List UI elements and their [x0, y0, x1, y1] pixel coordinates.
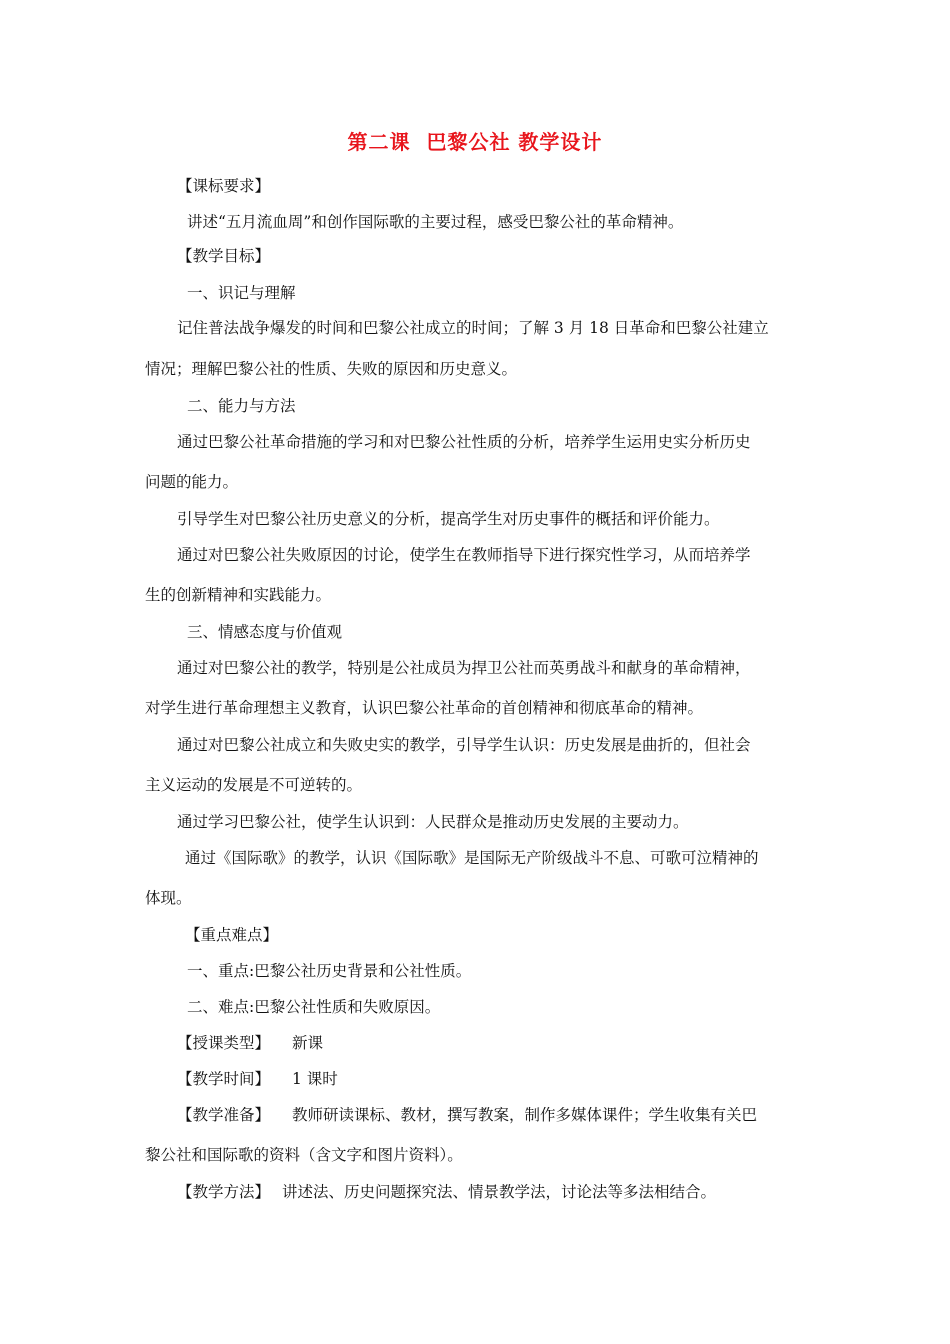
objective-1-text-line-1: 记住普法战争爆发的时间和巴黎公社成立的时间；了解 3 月 18 日革命和巴黎公社建立	[177, 319, 769, 337]
objective-1-text-line-2: 情况；理解巴黎公社的性质、失败的原因和历史意义。	[145, 360, 518, 378]
keypoint-1: 一、重点:巴黎公社历史背景和公社性质。	[187, 962, 472, 980]
preparation-row	[177, 1105, 757, 1125]
lesson-type-value: 新课	[292, 1034, 324, 1052]
objectives-heading: 【教学目标】	[177, 247, 271, 265]
objective-2-heading: 二、能力与方法	[187, 397, 296, 415]
objective-2-paragraph-3-line-1: 通过对巴黎公社失败原因的讨论，使学生在教师指导下进行探究性学习，从而培养学	[177, 546, 751, 564]
objective-3-paragraph-3: 通过学习巴黎公社，使学生认识到：人民群众是推动历史发展的主要动力。	[177, 813, 689, 831]
page-title: 第二课 巴黎公社 教学设计	[347, 130, 603, 154]
lesson-time-row	[177, 1069, 338, 1089]
method-label: 【教学方法】	[177, 1183, 271, 1201]
preparation-label: 【教学准备】	[177, 1106, 271, 1124]
objective-2-paragraph-1-line-2: 问题的能力。	[145, 473, 239, 491]
method-row	[177, 1182, 716, 1202]
objective-2-paragraph-3-line-2: 生的创新精神和实践能力。	[145, 586, 332, 604]
objective-3-paragraph-4-line-2: 体现。	[145, 889, 192, 907]
objective-3-heading: 三、情感态度与价值观	[187, 623, 343, 641]
objective-2-paragraph-2: 引导学生对巴黎公社历史意义的分析，提高学生对历史事件的概括和评价能力。	[177, 510, 720, 528]
keypoints-heading: 【重点难点】	[185, 926, 279, 944]
lesson-time-value: 1 课时	[292, 1070, 338, 1088]
preparation-value-line-1: 教师研读课标、教材，撰写教案，制作多媒体课件；学生收集有关巴	[292, 1106, 758, 1124]
objective-3-paragraph-2-line-1: 通过对巴黎公社成立和失败史实的教学，引导学生认识：历史发展是曲折的，但社会	[177, 736, 751, 754]
objective-3-paragraph-1-line-2: 对学生进行革命理想主义教育，认识巴黎公社革命的首创精神和彻底革命的精神。	[145, 699, 704, 717]
objective-3-paragraph-2-line-2: 主义运动的发展是不可逆转的。	[145, 776, 363, 794]
objective-1-heading: 一、识记与理解	[187, 284, 296, 302]
curriculum-heading: 【课标要求】	[177, 177, 271, 195]
method-value: 讲述法、历史问题探究法、情景教学法，讨论法等多法相结合。	[282, 1183, 717, 1201]
lesson-type-label: 【授课类型】	[177, 1034, 271, 1052]
lesson-time-label: 【教学时间】	[177, 1070, 271, 1088]
preparation-value-line-2: 黎公社和国际歌的资料（含文字和图片资料）。	[145, 1146, 463, 1164]
curriculum-text: 讲述“五月流血周”和创作国际歌的主要过程，感受巴黎公社的革命精神。	[187, 213, 684, 231]
objective-2-paragraph-1-line-1: 通过巴黎公社革命措施的学习和对巴黎公社性质的分析，培养学生运用史实分析历史	[177, 433, 751, 451]
objective-3-paragraph-1-line-1: 通过对巴黎公社的教学，特别是公社成员为捍卫公社而英勇战斗和献身的革命精神，	[177, 659, 751, 677]
objective-3-paragraph-4-line-1: 通过《国际歌》的教学，认识《国际歌》是国际无产阶级战斗不息、可歌可泣精神的	[185, 849, 759, 867]
lesson-type-row	[177, 1033, 323, 1053]
keypoint-2: 二、难点:巴黎公社性质和失败原因。	[187, 998, 441, 1016]
